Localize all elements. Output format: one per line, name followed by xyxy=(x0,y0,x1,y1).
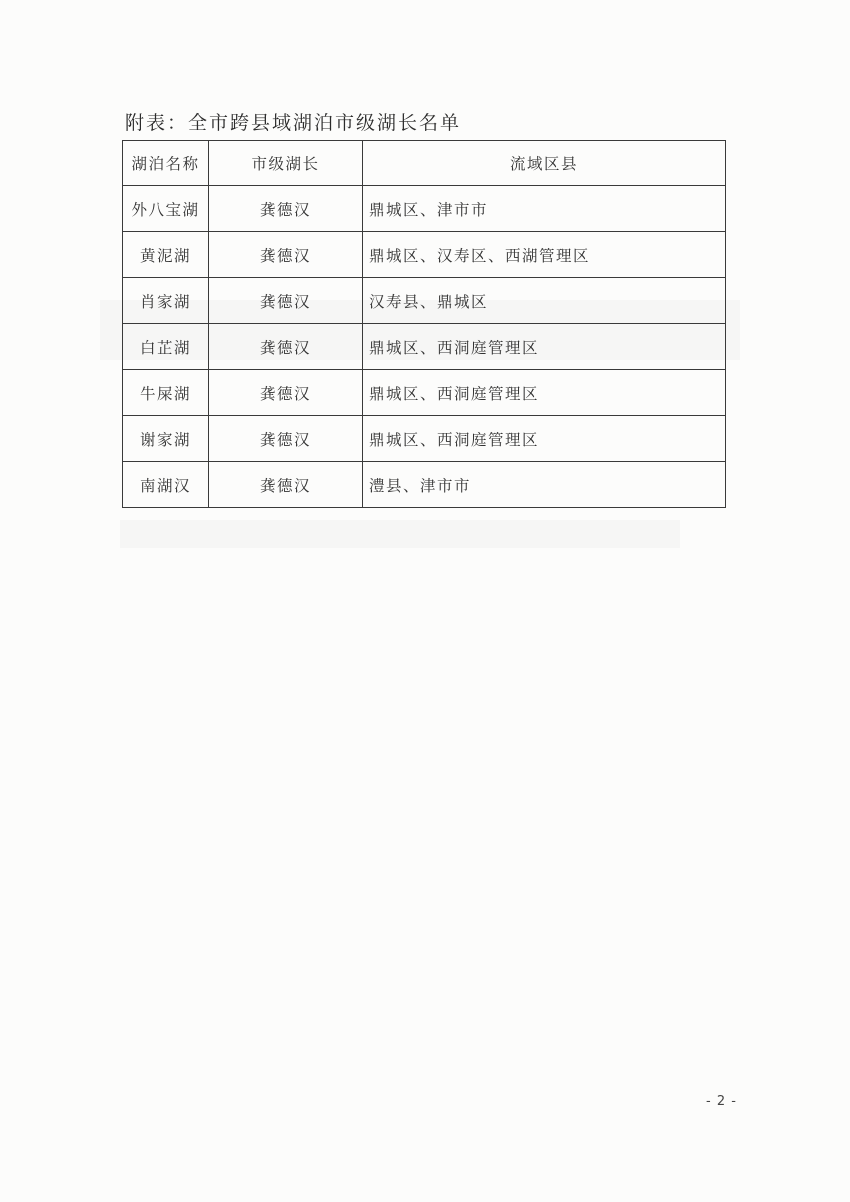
chief-cell: 龚德汉 xyxy=(209,370,363,416)
districts-cell: 鼎城区、西洞庭管理区 xyxy=(363,324,726,370)
chief-cell: 龚德汉 xyxy=(209,416,363,462)
page-number: - 2 - xyxy=(706,1094,737,1109)
bleed-through-shadow xyxy=(120,520,680,548)
lake-name-cell: 白芷湖 xyxy=(123,324,209,370)
header-lake-name: 湖泊名称 xyxy=(123,141,209,186)
districts-cell: 鼎城区、汉寿区、西湖管理区 xyxy=(363,232,726,278)
lake-name-cell: 谢家湖 xyxy=(123,416,209,462)
chief-cell: 龚德汉 xyxy=(209,232,363,278)
lake-name-cell: 牛屎湖 xyxy=(123,370,209,416)
chief-cell: 龚德汉 xyxy=(209,462,363,508)
table-row xyxy=(123,186,726,232)
chief-cell: 龚德汉 xyxy=(209,324,363,370)
districts-cell: 澧县、津市市 xyxy=(363,462,726,508)
lake-name-cell: 肖家湖 xyxy=(123,278,209,324)
districts-cell: 鼎城区、西洞庭管理区 xyxy=(363,416,726,462)
table-row xyxy=(123,462,726,508)
page-title: 附表：全市跨县域湖泊市级湖长名单 xyxy=(125,112,462,134)
districts-cell: 鼎城区、津市市 xyxy=(363,186,726,232)
districts-cell: 鼎城区、西洞庭管理区 xyxy=(363,370,726,416)
table-row xyxy=(123,370,726,416)
districts-cell: 汉寿县、鼎城区 xyxy=(363,278,726,324)
chief-cell: 龚德汉 xyxy=(209,186,363,232)
lake-name-cell: 黄泥湖 xyxy=(123,232,209,278)
lake-name-cell: 南湖汉 xyxy=(123,462,209,508)
table-header-row xyxy=(123,141,726,186)
chief-cell: 龚德汉 xyxy=(209,278,363,324)
header-basin-districts: 流域区县 xyxy=(363,141,726,186)
header-city-chief: 市级湖长 xyxy=(209,141,363,186)
table-row xyxy=(123,324,726,370)
table-row xyxy=(123,416,726,462)
lake-chief-table xyxy=(122,140,726,508)
table-row xyxy=(123,278,726,324)
table-row xyxy=(123,232,726,278)
lake-name-cell: 外八宝湖 xyxy=(123,186,209,232)
